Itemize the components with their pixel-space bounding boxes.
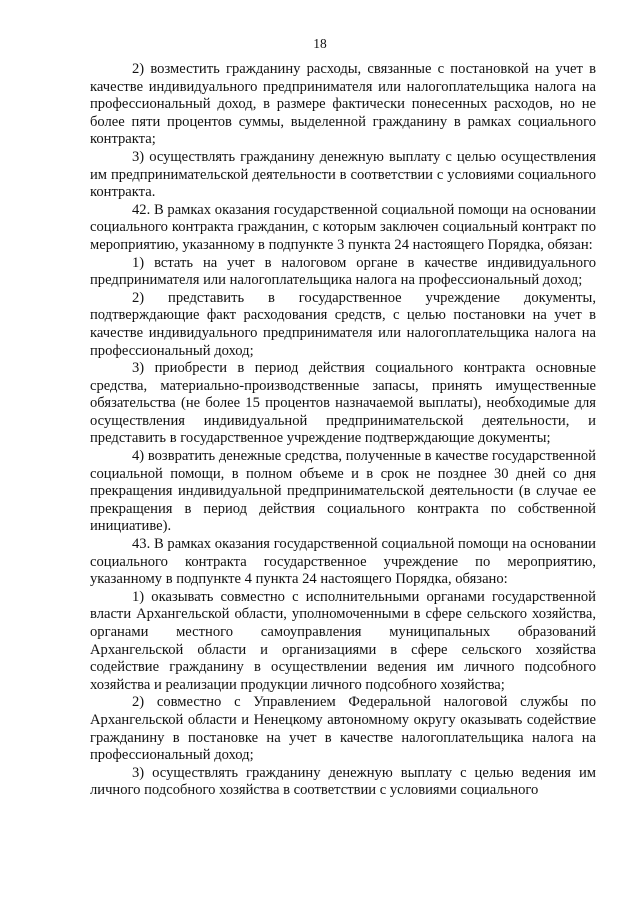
- paragraph-clause-42: 42. В рамках оказания государственной социальной помощи на основании социального контракта гражданин, с которым заключен социальный контракт по мероприятию, указанному в подпункте 3 пункта 24 настоящего Порядка, обязан:: [90, 201, 596, 253]
- paragraph-item-2-reimburse-expenses: 2) возместить гражданину расходы, связанные с постановкой на учет в качестве индивидуального предпринимателя или налогоплательщика налога на профессиональный доход, в размере фактически понесенных расходов, но не более пяти процентов суммы, выделенной гражданину в рамках социального контракта;: [90, 61, 596, 148]
- paragraph-43-item-3: 3) осуществлять гражданину денежную выплату с целью ведения им личного подсобного хозяйства в соответствии с условиями социального: [90, 764, 596, 799]
- paragraph-42-item-3: 3) приобрести в период действия социального контракта основные средства, материально-производственные запасы, принять имущественные обязательства (не более 15 процентов назначаемой выплаты), необходимые для осуществления индивидуальной предпринимательской деятельности, и представить в государственное учреждение подтверждающие документы;: [90, 360, 596, 447]
- paragraph-item-3-cash-payment: 3) осуществлять гражданину денежную выплату с целью осуществления им предпринимательской деятельности в соответствии с условиями социального контракта.: [90, 148, 596, 201]
- paragraph-43-item-1: 1) оказывать совместно с исполнительными органами государственной власти Архангельской области, уполномоченными в сфере сельского хозяйства, органами местного самоуправления муниципальных образований Архангельской области и организациями в сфере сельского хозяйства содействие гражданину в осуществлении ведения им личного подсобного хозяйства и реализации продукции личного подсобного хозяйства;: [90, 588, 596, 693]
- document-body: [90, 61, 596, 800]
- paragraph-clause-43: 43. В рамках оказания государственной социальной помощи на основании социального контракта государственное учреждение по мероприятию, указанному в подпункте 4 пункта 24 настоящего Порядка, обязано:: [90, 536, 596, 588]
- paragraph-43-item-2: 2) совместно с Управлением Федеральной налоговой службы по Архангельской области и Ненецкому автономному округу оказывать содействие гражданину в постановке на учет в качестве налогоплательщика налога на профессиональный доход;: [90, 694, 596, 764]
- paragraph-42-item-1: 1) встать на учет в налоговом органе в качестве индивидуального предпринимателя или налогоплательщика налога на профессиональный доход;: [90, 254, 596, 289]
- page-number: 18: [313, 36, 327, 51]
- paragraph-42-item-2: 2) представить в государственное учреждение документы, подтверждающие факт расходования средств, с целью постановки на учет в качестве индивидуального предпринимателя или налогоплательщика налога на профессиональный доход;: [90, 289, 596, 359]
- paragraph-42-item-4: 4) возвратить денежные средства, полученные в качестве государственной социальной помощи, в полном объеме и в срок не позднее 30 дней со дня прекращения индивидуальной предпринимательской деятельности (в случае ее прекращения в период действия социального контракта по собственной инициативе).: [90, 448, 596, 535]
